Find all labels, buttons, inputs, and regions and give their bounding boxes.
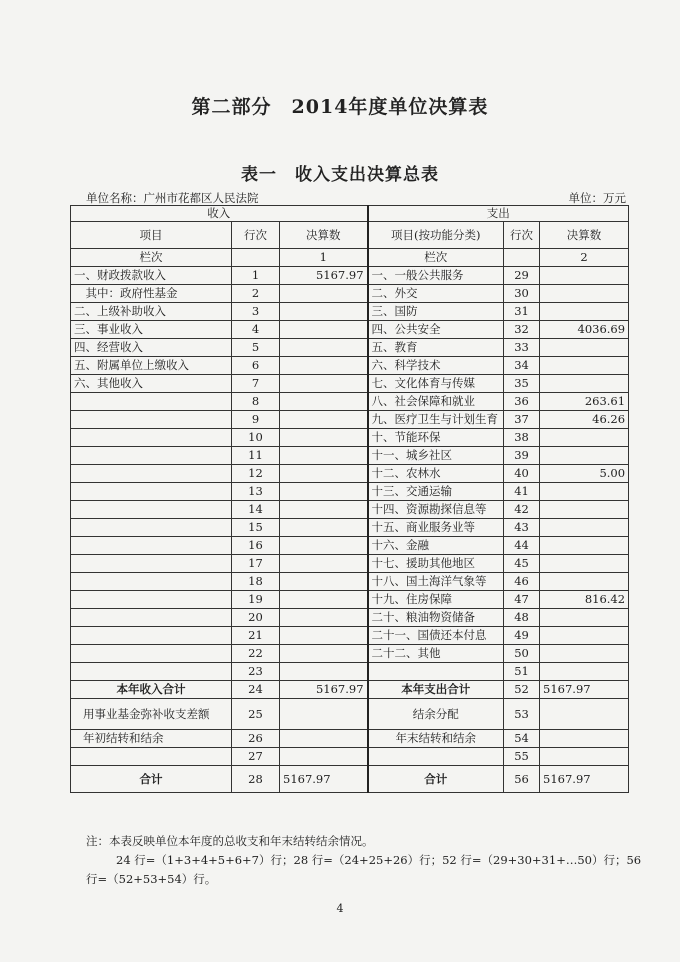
- expense-rownum: 36: [504, 393, 540, 411]
- carry-row: [71, 730, 629, 748]
- income-value: [280, 483, 368, 501]
- income-value: [280, 339, 368, 357]
- income-rownum: 18: [232, 573, 280, 591]
- income-item: [71, 627, 232, 645]
- table-row: [71, 501, 629, 519]
- grand-right-value: 5167.97: [540, 766, 629, 793]
- grand-right-rownum: 56: [504, 766, 540, 793]
- table-row: [71, 465, 629, 483]
- table-row: [71, 537, 629, 555]
- expense-item: 十七、援助其他地区: [368, 555, 504, 573]
- income-item: [71, 429, 232, 447]
- expense-value: [540, 285, 629, 303]
- income-rownum: 7: [232, 375, 280, 393]
- expense-value: 5.00: [540, 465, 629, 483]
- page-number: 4: [336, 902, 344, 915]
- income-item: [71, 645, 232, 663]
- income-rownum: 9: [232, 411, 280, 429]
- expense-item: 十八、国土海洋气象等: [368, 573, 504, 591]
- table-row: [71, 519, 629, 537]
- income-rownum: 15: [232, 519, 280, 537]
- expense-item: 十一、城乡社区: [368, 447, 504, 465]
- blank-right-value: [540, 748, 629, 766]
- income-rownum: 1: [232, 267, 280, 285]
- expense-item: 九、医疗卫生与计划生育: [368, 411, 504, 429]
- expense-item: 七、文化体育与传媒: [368, 375, 504, 393]
- expense-rownum: 49: [504, 627, 540, 645]
- expense-total-label: 本年支出合计: [368, 681, 504, 699]
- lanci-row: [71, 249, 629, 267]
- expense-value: [540, 357, 629, 375]
- income-rownum: 17: [232, 555, 280, 573]
- income-item: 五、附属单位上缴收入: [71, 357, 232, 375]
- income-item: [71, 573, 232, 591]
- table-row: [71, 303, 629, 321]
- income-rownum: 3: [232, 303, 280, 321]
- expense-value: 263.61: [540, 393, 629, 411]
- table-row: [71, 285, 629, 303]
- income-total-value: 5167.97: [280, 681, 368, 699]
- grand-right-label: 合计: [368, 766, 504, 793]
- carry-out-value: [540, 730, 629, 748]
- col-header-amount2: 决算数: [540, 222, 629, 249]
- expense-rownum: 48: [504, 609, 540, 627]
- column-header-row: [71, 222, 629, 249]
- carry-in-rownum: 26: [232, 730, 280, 748]
- income-value: [280, 321, 368, 339]
- expense-value: [540, 339, 629, 357]
- table-row: [71, 663, 629, 681]
- carry-out-label: 年末结转和结余: [368, 730, 504, 748]
- grand-left-rownum: 28: [232, 766, 280, 793]
- income-rownum: 8: [232, 393, 280, 411]
- income-value: [280, 555, 368, 573]
- income-item: [71, 393, 232, 411]
- expense-total-value: 5167.97: [540, 681, 629, 699]
- expense-value: 816.42: [540, 591, 629, 609]
- table-row: [71, 627, 629, 645]
- expense-value: [540, 429, 629, 447]
- grand-left-label: 合计: [71, 766, 232, 793]
- note-line-1: 注：本表反映单位本年度的总收支和年末结转结余情况。: [86, 834, 374, 848]
- income-value: [280, 465, 368, 483]
- income-value: [280, 393, 368, 411]
- income-item: 三、事业收入: [71, 321, 232, 339]
- table-row: [71, 357, 629, 375]
- lanci-empty-left: [232, 249, 280, 267]
- table-row: [71, 393, 629, 411]
- meta-row: [86, 190, 626, 206]
- blank-right-label: [368, 748, 504, 766]
- income-item: 其中：政府性基金: [71, 285, 232, 303]
- expense-rownum: 35: [504, 375, 540, 393]
- income-total-row: [71, 681, 629, 699]
- income-item: [71, 411, 232, 429]
- expense-rownum: 44: [504, 537, 540, 555]
- income-item: [71, 447, 232, 465]
- table-row: [71, 645, 629, 663]
- blank-row: [71, 748, 629, 766]
- lanci-label-right: 栏次: [368, 249, 504, 267]
- expense-value: [540, 483, 629, 501]
- table-row: [71, 447, 629, 465]
- blank-left-label: [71, 748, 232, 766]
- expense-value: [540, 447, 629, 465]
- expense-value: [540, 375, 629, 393]
- expense-rownum: 34: [504, 357, 540, 375]
- page-title: 第二部分 2014年度单位决算表: [191, 96, 489, 118]
- blank-left-rownum: 27: [232, 748, 280, 766]
- blank-right-rownum: 55: [504, 748, 540, 766]
- income-item: [71, 555, 232, 573]
- expense-item: [368, 663, 504, 681]
- expense-item: 二十一、国债还本付息: [368, 627, 504, 645]
- table-row: [71, 555, 629, 573]
- expense-value: [540, 663, 629, 681]
- income-value: [280, 609, 368, 627]
- table-row: [71, 591, 629, 609]
- income-item: [71, 591, 232, 609]
- note-line-3: 行=（52+53+54）行。: [86, 872, 217, 886]
- table-row: [71, 267, 629, 285]
- expense-item: 二、外交: [368, 285, 504, 303]
- income-item: [71, 609, 232, 627]
- expense-rownum: 37: [504, 411, 540, 429]
- income-rownum: 14: [232, 501, 280, 519]
- income-rownum: 21: [232, 627, 280, 645]
- income-rownum: 16: [232, 537, 280, 555]
- income-rownum: 2: [232, 285, 280, 303]
- expense-rownum: 47: [504, 591, 540, 609]
- expense-item: 五、教育: [368, 339, 504, 357]
- expense-value: 46.26: [540, 411, 629, 429]
- lanci-col-left: 1: [280, 249, 368, 267]
- lanci-col-right: 2: [540, 249, 629, 267]
- income-value: [280, 573, 368, 591]
- income-item: 六、其他收入: [71, 375, 232, 393]
- table-row: [71, 375, 629, 393]
- expense-item: 四、公共安全: [368, 321, 504, 339]
- expense-value: [540, 501, 629, 519]
- lanci-empty-right: [504, 249, 540, 267]
- expense-rownum: 41: [504, 483, 540, 501]
- income-rownum: 5: [232, 339, 280, 357]
- dist-label: 结余分配: [368, 699, 504, 730]
- expense-item: 三、国防: [368, 303, 504, 321]
- income-item: [71, 483, 232, 501]
- dist-value: [540, 699, 629, 730]
- expense-rownum: 42: [504, 501, 540, 519]
- income-value: [280, 375, 368, 393]
- income-item: 二、上级补助收入: [71, 303, 232, 321]
- fund-value: [280, 699, 368, 730]
- expense-item: 六、科学技术: [368, 357, 504, 375]
- income-value: [280, 663, 368, 681]
- expense-rownum: 32: [504, 321, 540, 339]
- expense-item: 一、一般公共服务: [368, 267, 504, 285]
- expense-item: 十三、交通运输: [368, 483, 504, 501]
- income-total-rownum: 24: [232, 681, 280, 699]
- table-row: [71, 321, 629, 339]
- table-row: [71, 483, 629, 501]
- income-item: [71, 465, 232, 483]
- expense-value: [540, 303, 629, 321]
- income-item: [71, 519, 232, 537]
- expense-rownum: 50: [504, 645, 540, 663]
- income-total-label: 本年收入合计: [71, 681, 232, 699]
- col-header-item: 项目: [71, 222, 232, 249]
- expense-total-rownum: 52: [504, 681, 540, 699]
- income-rownum: 23: [232, 663, 280, 681]
- expense-value: 4036.69: [540, 321, 629, 339]
- expense-rownum: 39: [504, 447, 540, 465]
- note-line-2: 24 行=（1+3+4+5+6+7）行；28 行=（24+25+26）行；52 行=（29+30+31+…50）行；56: [116, 853, 642, 867]
- expense-rownum: 45: [504, 555, 540, 573]
- unit-name: 单位名称：广州市花都区人民法院: [86, 191, 259, 205]
- table-row: [71, 609, 629, 627]
- fund-label: 用事业基金弥补收支差额: [71, 699, 232, 730]
- income-value: [280, 285, 368, 303]
- income-value: [280, 537, 368, 555]
- unit-label: 单位：万元: [568, 191, 626, 205]
- carry-out-rownum: 54: [504, 730, 540, 748]
- income-rownum: 22: [232, 645, 280, 663]
- expense-rownum: 40: [504, 465, 540, 483]
- income-rownum: 6: [232, 357, 280, 375]
- income-value: [280, 357, 368, 375]
- expense-value: [540, 609, 629, 627]
- income-value: [280, 519, 368, 537]
- section-header-row: [71, 206, 629, 222]
- income-rownum: 4: [232, 321, 280, 339]
- expense-item: 二十、粮油物资储备: [368, 609, 504, 627]
- income-value: [280, 627, 368, 645]
- income-item: [71, 663, 232, 681]
- carry-in-label: 年初结转和结余: [71, 730, 232, 748]
- expense-item: 十五、商业服务业等: [368, 519, 504, 537]
- expense-value: [540, 627, 629, 645]
- expense-rownum: 51: [504, 663, 540, 681]
- expense-value: [540, 267, 629, 285]
- expense-rownum: 30: [504, 285, 540, 303]
- income-value: [280, 429, 368, 447]
- expense-value: [540, 645, 629, 663]
- expense-rownum: 38: [504, 429, 540, 447]
- expense-item: 十、节能环保: [368, 429, 504, 447]
- income-value: [280, 591, 368, 609]
- income-item: 四、经营收入: [71, 339, 232, 357]
- expense-item: 十九、住房保障: [368, 591, 504, 609]
- income-value: [280, 447, 368, 465]
- grand-left-value: 5167.97: [280, 766, 368, 793]
- expense-item: 八、社会保障和就业: [368, 393, 504, 411]
- grand-total-row: [71, 766, 629, 793]
- expense-value: [540, 555, 629, 573]
- income-value: [280, 645, 368, 663]
- expense-item: 十二、农林水: [368, 465, 504, 483]
- income-section: 收入: [71, 206, 368, 222]
- income-item: [71, 537, 232, 555]
- table-title: 表一 收入支出决算总表: [241, 165, 439, 185]
- expense-item: 十四、资源勘探信息等: [368, 501, 504, 519]
- expense-item: 二十二、其他: [368, 645, 504, 663]
- expense-item: 十六、金融: [368, 537, 504, 555]
- income-rownum: 13: [232, 483, 280, 501]
- table-row: [71, 429, 629, 447]
- income-value: 5167.97: [280, 267, 368, 285]
- notes: [86, 832, 646, 889]
- col-header-amount: 决算数: [280, 222, 368, 249]
- income-item: 一、财政拨款收入: [71, 267, 232, 285]
- table-row: [71, 339, 629, 357]
- fund-rownum: 25: [232, 699, 280, 730]
- dist-rownum: 53: [504, 699, 540, 730]
- expense-rownum: 43: [504, 519, 540, 537]
- income-rownum: 12: [232, 465, 280, 483]
- expense-value: [540, 537, 629, 555]
- budget-table: [70, 205, 629, 793]
- table-row: [71, 411, 629, 429]
- income-rownum: 19: [232, 591, 280, 609]
- col-header-item-func: 项目(按功能分类): [368, 222, 504, 249]
- income-value: [280, 303, 368, 321]
- fund-row: [71, 699, 629, 730]
- income-rownum: 10: [232, 429, 280, 447]
- expense-value: [540, 573, 629, 591]
- income-value: [280, 411, 368, 429]
- expense-rownum: 31: [504, 303, 540, 321]
- expense-rownum: 29: [504, 267, 540, 285]
- blank-left-value: [280, 748, 368, 766]
- col-header-row: 行次: [232, 222, 280, 249]
- table-row: [71, 573, 629, 591]
- expense-rownum: 33: [504, 339, 540, 357]
- income-item: [71, 501, 232, 519]
- income-value: [280, 501, 368, 519]
- col-header-row2: 行次: [504, 222, 540, 249]
- expense-rownum: 46: [504, 573, 540, 591]
- income-rownum: 20: [232, 609, 280, 627]
- carry-in-value: [280, 730, 368, 748]
- expense-section: 支出: [368, 206, 629, 222]
- lanci-label-left: 栏次: [71, 249, 232, 267]
- income-rownum: 11: [232, 447, 280, 465]
- expense-value: [540, 519, 629, 537]
